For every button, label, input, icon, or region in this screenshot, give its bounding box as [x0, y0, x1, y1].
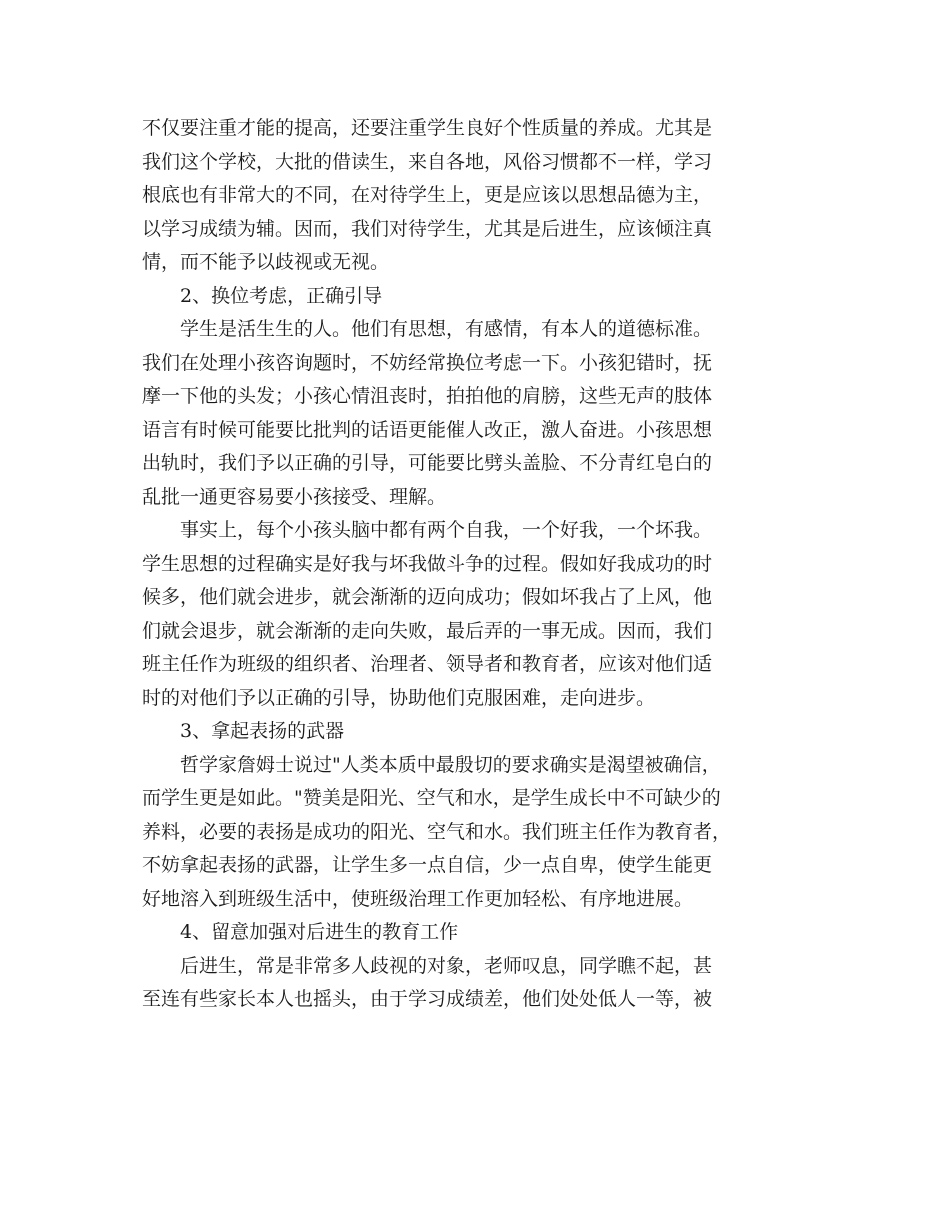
text-line: 时的对他们予以正确的引导，协助他们克服困难，走向进步。: [142, 686, 656, 709]
text-line: 情，而不能予以歧视或无视。: [142, 251, 390, 273]
text-line: 学生思想的过程确实是好我与坏我做斗争的过程。假如好我成功的时: [142, 552, 713, 575]
text-line: 出轨时，我们予以正确的引导，可能要比劈头盖脸、不分青红皂白的: [142, 452, 713, 474]
section-heading: 3、拿起表扬的武器: [180, 720, 345, 742]
text-line: 乱批一通更容易要小孩接受、理解。: [142, 485, 447, 508]
paragraph-first-line: 后进生，常是非常多人歧视的对象，老师叹息，同学瞧不起，甚: [180, 954, 713, 977]
text-line: 我们这个学校，大批的借读生，来自各地，风俗习惯都不一样，学习: [142, 150, 713, 173]
section-heading: 4、留意加强对后进生的教育工作: [180, 921, 459, 943]
text-line: 而学生更是如此。"赞美是阳光、空气和水，是学生成长中不可缺少的: [142, 787, 721, 809]
paragraph-first-line: 学生是活生生的人。他们有思想，有感情，有本人的道德标准。: [180, 318, 713, 340]
text-line: 语言有时候可能要比批判的话语更能催人改正，激人奋进。小孩思想: [142, 418, 713, 441]
text-line: 不仅要注重才能的提高，还要注重学生良好个性质量的养成。尤其是: [142, 117, 713, 139]
text-line: 们就会退步，就会渐渐的走向失败，最后弄的一事无成。因而，我们: [142, 619, 713, 642]
document-body: [142, 112, 810, 1017]
text-line: 根底也有非常大的不同，在对待学生上，更是应该以思想品德为主，: [142, 184, 713, 206]
text-line: 班主任作为班级的组织者、治理者、领导者和教育者，应该对他们适: [142, 653, 713, 675]
text-line: 摩一下他的头发；小孩心情沮丧时，拍拍他的肩膀，这些无声的肢体: [142, 385, 713, 407]
text-line: 好地溶入到班级生活中，使班级治理工作更加轻松、有序地进展。: [142, 887, 694, 910]
text-line: 以学习成绩为辅。因而，我们对待学生，尤其是后进生，应该倾注真: [142, 217, 713, 240]
text-line: 养料，必要的表扬是成功的阳光、空气和水。我们班主任作为教育者，: [142, 820, 732, 843]
text-line: 候多，他们就会进步，就会渐渐的迈向成功；假如坏我占了上风，他: [142, 586, 713, 608]
text-line: 至连有些家长本人也摇头，由于学习成绩差，他们处处低人一等，被: [142, 988, 713, 1010]
text-line: 不妨拿起表扬的武器，让学生多一点自信，少一点自卑，使学生能更: [142, 854, 713, 876]
paragraph-first-line: 哲学家詹姆士说过"人类本质中最殷切的要求确实是渴望被确信，: [180, 753, 721, 776]
paragraph-first-line: 事实上，每个小孩头脑中都有两个自我，一个好我，一个坏我。: [180, 519, 713, 541]
section-heading: 2、换位考虑，正确引导: [180, 284, 383, 307]
text-line: 我们在处理小孩咨询题时，不妨经常换位考虑一下。小孩犯错时，抚: [142, 351, 713, 374]
